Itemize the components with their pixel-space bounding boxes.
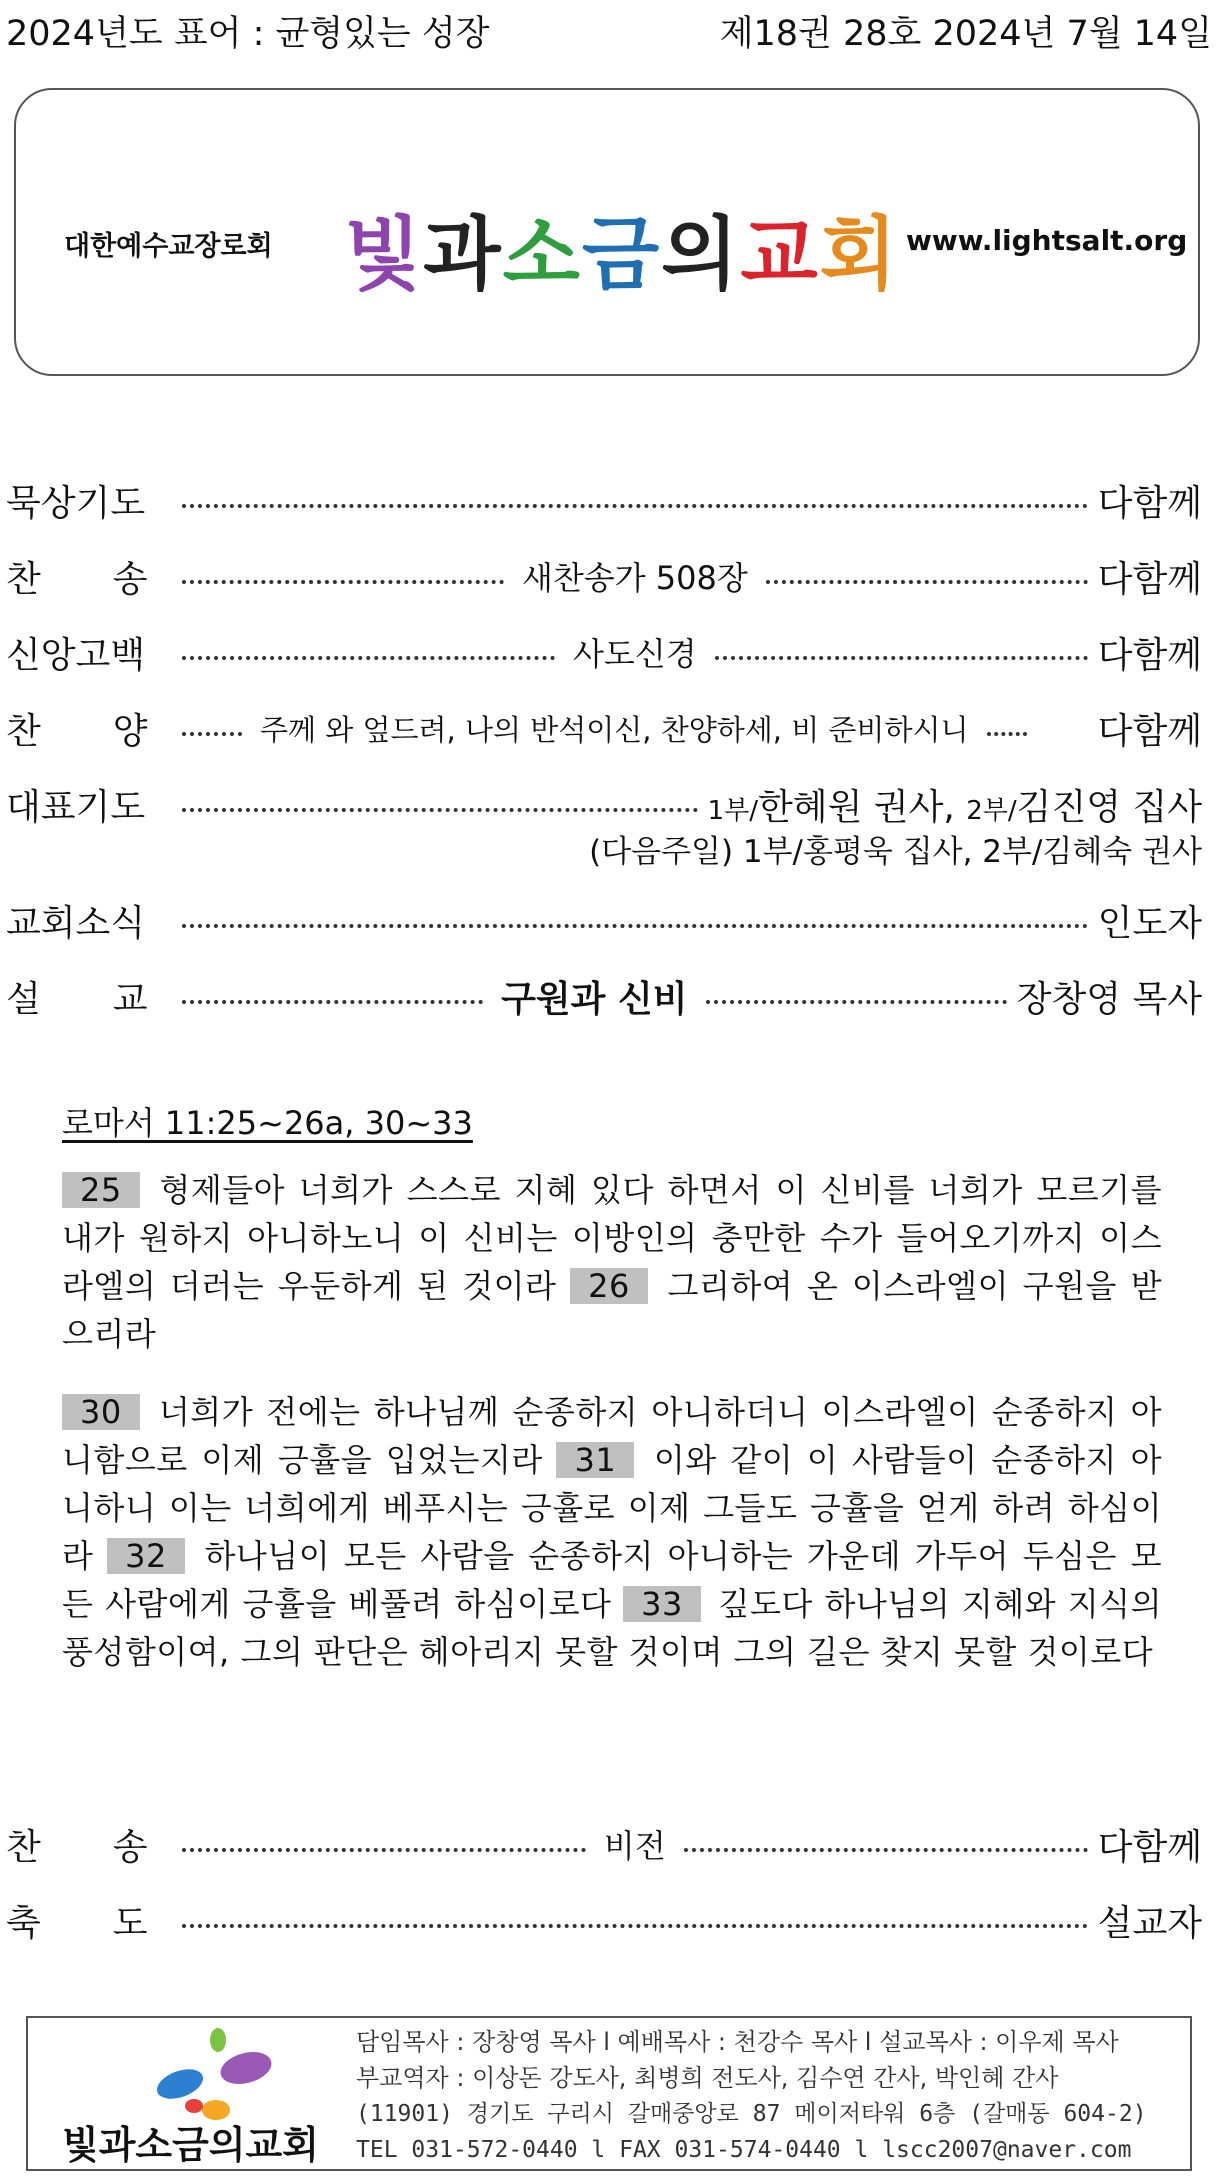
order-right: 다함께 — [1097, 482, 1202, 524]
order-label: 대표기도 — [6, 786, 146, 828]
service-1-leader: 한혜원 권사, — [758, 786, 955, 828]
petal-red — [185, 2099, 203, 2113]
order-item-news — [6, 882, 1202, 958]
order-middle: 비전 — [603, 1827, 666, 1865]
logo-char: 회 — [819, 207, 899, 301]
church-flower-logo-icon — [138, 2026, 288, 2122]
order-right: 다함께 — [1097, 558, 1202, 600]
logo-char: 빛 — [344, 207, 424, 301]
header-line — [6, 6, 1212, 54]
petal-green — [210, 2028, 226, 2052]
website-link[interactable]: www.lightsalt.org — [906, 224, 1188, 257]
leader-dots — [766, 580, 1088, 584]
petal-purple — [217, 2047, 275, 2089]
order-label: 찬 양 — [6, 710, 148, 752]
logo-char: 교 — [740, 207, 820, 301]
leader-dots — [715, 656, 1088, 660]
verse-number: 33 — [623, 1586, 701, 1622]
order-right: 다함께 — [1097, 634, 1202, 676]
order-item-creed — [6, 614, 1202, 690]
order-item-benediction — [6, 1882, 1202, 1958]
leader-dots — [706, 1000, 1007, 1004]
year-theme: 2024년도 표어 : 균형있는 성장 — [6, 14, 490, 54]
footer-pastors: 담임목사 : 장창영 목사 l 예배목사 : 천강수 목사 l 설교목사 : 이우제 목사 — [356, 2028, 1119, 2056]
verse-number: 31 — [556, 1442, 634, 1478]
scripture-paragraph-2 — [62, 1388, 1162, 1676]
footer-contact: TEL 031-572-0440 l FAX 031-574-0440 l lscc2007@naver.com — [356, 2137, 1132, 2163]
leader-dots — [182, 1848, 586, 1852]
footer-logo-text: 빛과소금의교회 — [62, 2122, 319, 2167]
order-middle: 사도신경 — [573, 635, 697, 673]
scripture-paragraph-1 — [62, 1166, 1162, 1358]
order-label: 설 교 — [6, 978, 148, 1020]
preacher: 장창영 목사 — [1016, 978, 1202, 1020]
leader-dots — [182, 808, 698, 812]
church-logo — [344, 190, 899, 305]
scripture-passage — [62, 1098, 1162, 1706]
logo-char: 소 — [502, 207, 582, 301]
order-item-closing-hymn — [6, 1806, 1202, 1882]
worship-order — [6, 462, 1202, 1034]
order-item-hymn — [6, 538, 1202, 614]
footer-info — [356, 2024, 1147, 2168]
leader-dots — [987, 732, 1027, 736]
service-2-leader: 김진영 집사 — [1016, 786, 1202, 828]
petal-blue — [153, 2064, 207, 2105]
order-label: 신앙고백 — [6, 634, 146, 676]
service-1-label: 1부/ — [707, 795, 759, 826]
verse-text: 하나님이 모든 사람을 순종하지 아니하는 가운데 가두어 두심은 모든 사람에게 긍휼을 베풀려 하심이로다 — [62, 1537, 1162, 1623]
verse-number: 26 — [570, 1268, 648, 1304]
verse-text: 그리하여 온 이스라엘이 구원을 받으리라 — [62, 1267, 1162, 1353]
order-right: 인도자 — [1097, 902, 1202, 944]
leader-dots — [182, 1000, 483, 1004]
order-right: 설교자 — [1097, 1902, 1202, 1944]
issue-date: 제18권 28호 2024년 7월 14일 — [719, 14, 1212, 54]
closing-order — [6, 1806, 1202, 1958]
leader-dots — [182, 580, 504, 584]
prayer-leaders — [708, 779, 1202, 830]
next-week-prayer: (다음주일) 1부/홍평욱 집사, 2부/김혜숙 권사 — [589, 834, 1202, 870]
leader-dots — [684, 1848, 1088, 1852]
leader-dots — [182, 504, 1088, 508]
order-item-silent-prayer — [6, 462, 1202, 538]
order-label: 찬 송 — [6, 1826, 148, 1868]
verse-text: 형제들아 너희가 스스로 지혜 있다 하면서 이 신비를 너희가 모르기를 내가 원하지 아니하노니 이 신비는 이방인의 충만한 수가 들어오기까지 이스라엘의 더러는 우둔하게 된 것이라 — [62, 1171, 1163, 1305]
order-item-sermon — [6, 958, 1202, 1034]
leader-dots — [182, 732, 242, 736]
verse-number: 25 — [62, 1172, 140, 1208]
church-banner — [14, 88, 1200, 376]
verse-text: 너희가 전에는 하나님께 순종하지 아니하더니 이스라엘이 순종하지 아니함으로 이제 긍휼을 입었는지라 — [62, 1393, 1163, 1479]
leader-dots — [182, 1924, 1088, 1928]
logo-char: 금 — [581, 207, 662, 301]
verse-number: 30 — [62, 1394, 140, 1430]
service-2-label: 2부/ — [966, 795, 1017, 826]
order-middle: 새찬송가 508장 — [521, 559, 748, 597]
order-right: 다함께 — [1097, 1826, 1202, 1868]
logo-char: 과 — [423, 207, 503, 301]
order-label: 묵상기도 — [6, 482, 146, 524]
order-label: 축 도 — [6, 1902, 148, 1944]
order-right: 다함께 — [1097, 710, 1202, 752]
order-item-praise — [6, 690, 1202, 766]
church-footer — [26, 2016, 1192, 2171]
footer-address: (11901) 경기도 구리시 갈매중앙로 87 메이저타워 6층 (갈매동 604-2) — [356, 2101, 1147, 2127]
verse-text: 이와 같이 이 사람들이 순종하지 아니하니 이는 너희에게 베푸시는 긍휼로 이제 그들도 긍휼을 얻게 하려 하심이라 — [62, 1441, 1162, 1575]
verse-number: 32 — [107, 1538, 185, 1574]
order-label: 찬 송 — [6, 558, 148, 600]
footer-staff: 부교역자 : 이상돈 강도사, 최병희 전도사, 김수연 간사, 박인혜 간사 — [356, 2064, 1059, 2092]
sermon-title: 구원과 신비 — [501, 978, 688, 1020]
order-label: 교회소식 — [6, 902, 146, 944]
verse-text: 깊도다 하나님의 지혜와 지식의 풍성함이여, 그의 판단은 헤아리지 못할 것이며 그의 길은 찾지 못할 것이로다 — [62, 1585, 1162, 1671]
leader-dots — [182, 656, 555, 660]
logo-char: 의 — [661, 207, 741, 301]
scripture-reference: 로마서 11:25~26a, 30~33 — [62, 1104, 473, 1142]
leader-dots — [182, 924, 1088, 928]
denomination: 대한예수교장로회 — [64, 231, 273, 262]
order-middle: 주께 와 엎드려, 나의 반석이신, 찬양하세, 비 준비하시니 — [260, 712, 969, 747]
